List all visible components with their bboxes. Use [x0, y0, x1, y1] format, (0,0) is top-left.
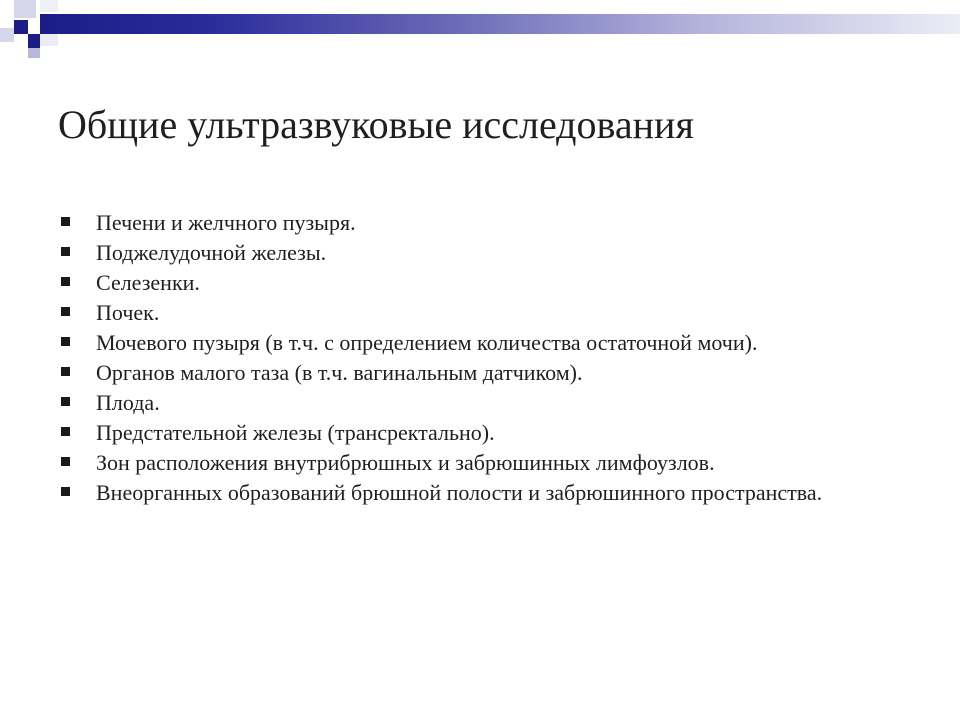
- list-item: [58, 240, 918, 265]
- list-item-text: Поджелудочной железы.: [96, 240, 327, 265]
- list-item-text: Печени и желчного пузыря.: [96, 210, 356, 235]
- list-item-text: Органов малого таза (в т.ч. вагинальным датчиком).: [96, 360, 583, 385]
- list-item: [58, 330, 918, 355]
- corner-square-decoration: [14, 20, 28, 34]
- corner-square-decoration: [28, 48, 40, 58]
- list-item: [58, 360, 918, 385]
- list-item: [58, 420, 918, 445]
- corner-square-decoration: [0, 28, 14, 42]
- square-bullet-icon: [61, 457, 70, 466]
- square-bullet-icon: [61, 487, 70, 496]
- header-gradient-bar: [40, 14, 960, 34]
- list-item-text: Почек.: [96, 300, 160, 325]
- list-item: [58, 270, 918, 295]
- list-item-text: Селезенки.: [96, 270, 200, 295]
- square-bullet-icon: [61, 277, 70, 286]
- list-item: [58, 300, 918, 325]
- list-item-text: Мочевого пузыря (в т.ч. с определением количества остаточной мочи).: [96, 330, 758, 355]
- list-item-text: Предстательной железы (трансректально).: [96, 420, 495, 445]
- list-item-text: Внеорганных образований брюшной полости и забрюшинного пространства.: [96, 480, 823, 505]
- square-bullet-icon: [61, 307, 70, 316]
- bullet-list: [58, 210, 918, 510]
- slide-title: Общие ультразвуковые исследования: [58, 102, 694, 147]
- corner-square-decoration: [14, 0, 36, 18]
- square-bullet-icon: [61, 427, 70, 436]
- list-item: [58, 450, 918, 475]
- corner-square-decoration: [40, 0, 58, 12]
- list-item-text: Зон расположения внутрибрюшных и забрюшинных лимфоузлов.: [96, 450, 715, 475]
- square-bullet-icon: [61, 337, 70, 346]
- square-bullet-icon: [61, 367, 70, 376]
- corner-square-decoration: [28, 34, 40, 48]
- list-item: [58, 210, 918, 235]
- list-item: [58, 390, 918, 415]
- corner-square-decoration: [40, 34, 58, 46]
- square-bullet-icon: [61, 397, 70, 406]
- list-item-text: Плода.: [96, 390, 160, 415]
- square-bullet-icon: [61, 217, 70, 226]
- list-item: [58, 480, 918, 505]
- square-bullet-icon: [61, 247, 70, 256]
